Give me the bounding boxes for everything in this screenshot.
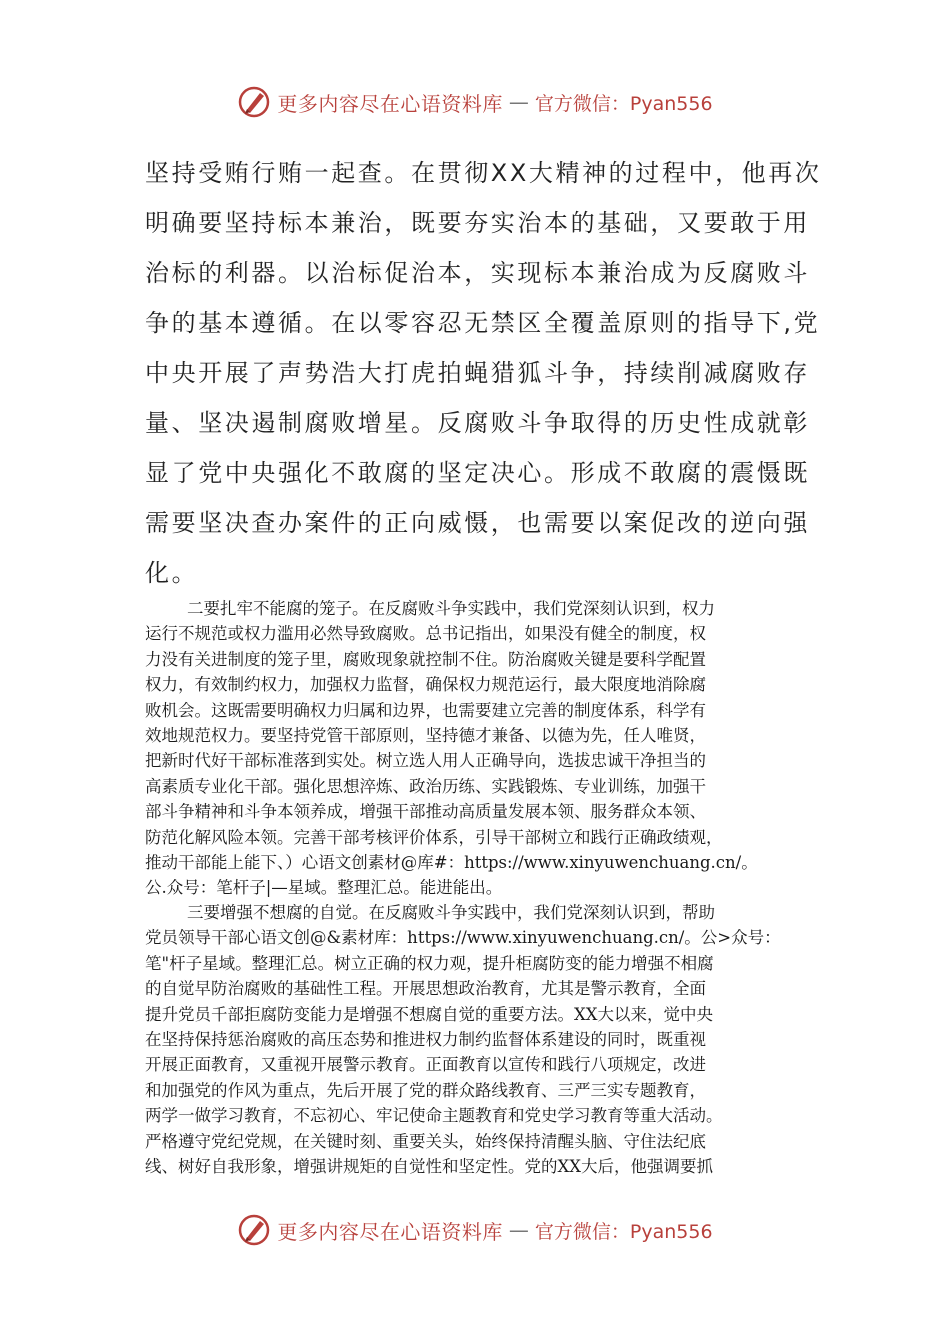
text-line: 部斗争精神和斗争本领养成，增强干部推动高质量发展本领、服务群众本领、 — [145, 802, 706, 822]
text-line: 线、树好自我形象，增强讲规矩的自觉性和坚定性。党的XX大后，他强调要抓 — [145, 1156, 713, 1176]
paragraph-1 — [145, 148, 822, 598]
header-banner — [0, 82, 950, 122]
text-line: 严格遵守党纪党规，在关键时刻、重要关头，始终保持清醒头脑、守住法纪底 — [145, 1131, 706, 1151]
text-line: 量、坚决遏制腐败增星。反腐败斗争取得的历史性成就彰 — [145, 409, 810, 437]
pen-logo-icon — [237, 1213, 271, 1247]
header-brand-text: 更多内容尽在心语资料库 — [277, 91, 503, 116]
text-line: 提升党员千部拒腐防变能力是增强不想腐自觉的重要方法。XX大以来，觉中央 — [145, 1004, 713, 1024]
text-line: 败机会。这既需要明确权力归属和边界，也需要建立完善的制度体系，科学有 — [145, 700, 706, 720]
text-line: 两学一做学习教育，不忘初心、牢记使命主题教育和党史学习教育等重大活动。 — [145, 1106, 723, 1126]
text-line: 化。 — [145, 559, 199, 587]
header-wechat-text: 官方微信：Pyan556 — [534, 92, 713, 115]
text-line: 在坚持保持惩治腐败的高压态势和推进权力制约监督体系建设的同时，既重视 — [145, 1029, 706, 1049]
text-line: 需要坚决查办案件的正向威慑，也需要以案促改的逆向强 — [145, 509, 810, 537]
footer-wechat-text: 官方微信：Pyan556 — [534, 1220, 713, 1243]
pen-logo-icon — [237, 85, 271, 119]
text-line: 高素质专业化干部。强化思想淬炼、政治历练、实践锻炼、专业训练，加强干 — [145, 776, 706, 796]
text-line: 笔"杆子星域。整理汇总。树立正确的权力观，提升柜腐防变的能力增强不相腐 — [145, 953, 714, 973]
text-line: 权力，有效制约权力，加强权力监督，确保权力规范运行，最大限度地消除腐 — [145, 675, 706, 695]
text-line: 和加强党的作风为重点，先后开展了党的群众路线教育、三严三实专题教育， — [145, 1080, 706, 1100]
text-line: 争的基本遵循。在以零容忍无禁区全覆盖原则的指导下,党 — [145, 309, 821, 337]
text-line: 力没有关进制度的笼子里，腐败现象就控制不住。防治腐败关键是要科学配置 — [145, 649, 706, 669]
footer-dash: — — [508, 1218, 529, 1242]
text-line: 显了党中央强化不敢腐的坚定决心。形成不敢腐的震慑既 — [145, 459, 810, 487]
footer-brand-text: 更多内容尽在心语资料库 — [277, 1219, 503, 1244]
text-line: 党员领导干部心语文创@&素材库：https://www.xinyuwenchuang.cn/。公>众号： — [145, 928, 781, 948]
text-line: 的自觉早防治腐败的基础性工程。开展思想政治教育，尤其是警示教育，全面 — [145, 979, 706, 999]
text-line: 治标的利器。以治标促治本，实现标本兼治成为反腐败斗 — [145, 259, 810, 287]
text-line: 效地规范权力。要坚持党管干部原则，坚持德才兼备、以德为先，任人唯贤， — [145, 725, 706, 745]
paragraph-3 — [145, 900, 810, 1179]
text-line: 防范化解风险本领。完善干部考核评价体系，引导干部树立和践行正确政绩观， — [145, 827, 723, 847]
text-line: 推动干部能上能下、）心语文创素材@库#：https://www.xinyuwenchuang.cn/。 — [145, 852, 758, 872]
text-line: 开展正面教育，又重视开展警示教育。正面教育以宣传和践行八项规定，改进 — [145, 1055, 706, 1075]
text-line: 坚持受贿行贿一起查。在贯彻XX大精神的过程中，他再次 — [145, 159, 822, 187]
footer-banner — [0, 1210, 950, 1250]
header-dash: — — [508, 90, 529, 114]
text-line: 运行不规范或权力滥用必然导致腐败。总书记指出，如果没有健全的制度，权 — [145, 624, 706, 644]
text-line: 明确要坚持标本兼治，既要夯实治本的基础，又要敢于用 — [145, 209, 810, 237]
text-line: 二要扎牢不能腐的笼子。在反腐败斗争实践中，我们党深刻认识到，权力 — [187, 599, 715, 618]
text-line: 三要增强不想腐的自觉。在反腐败斗争实践中，我们党深刻认识到，帮助 — [187, 903, 715, 922]
paragraph-2 — [145, 596, 810, 901]
text-line: 公.众号：笔杆子|—星域。整理汇总。能进能出。 — [145, 878, 503, 898]
text-line: 把新时代好干部标准落到实处。树立选人用人正确导向，选拔忠诚干净担当的 — [145, 751, 706, 771]
text-line: 中央开展了声势浩大打虎拍蝇猎狐斗争，持续削减腐败存 — [145, 359, 810, 387]
